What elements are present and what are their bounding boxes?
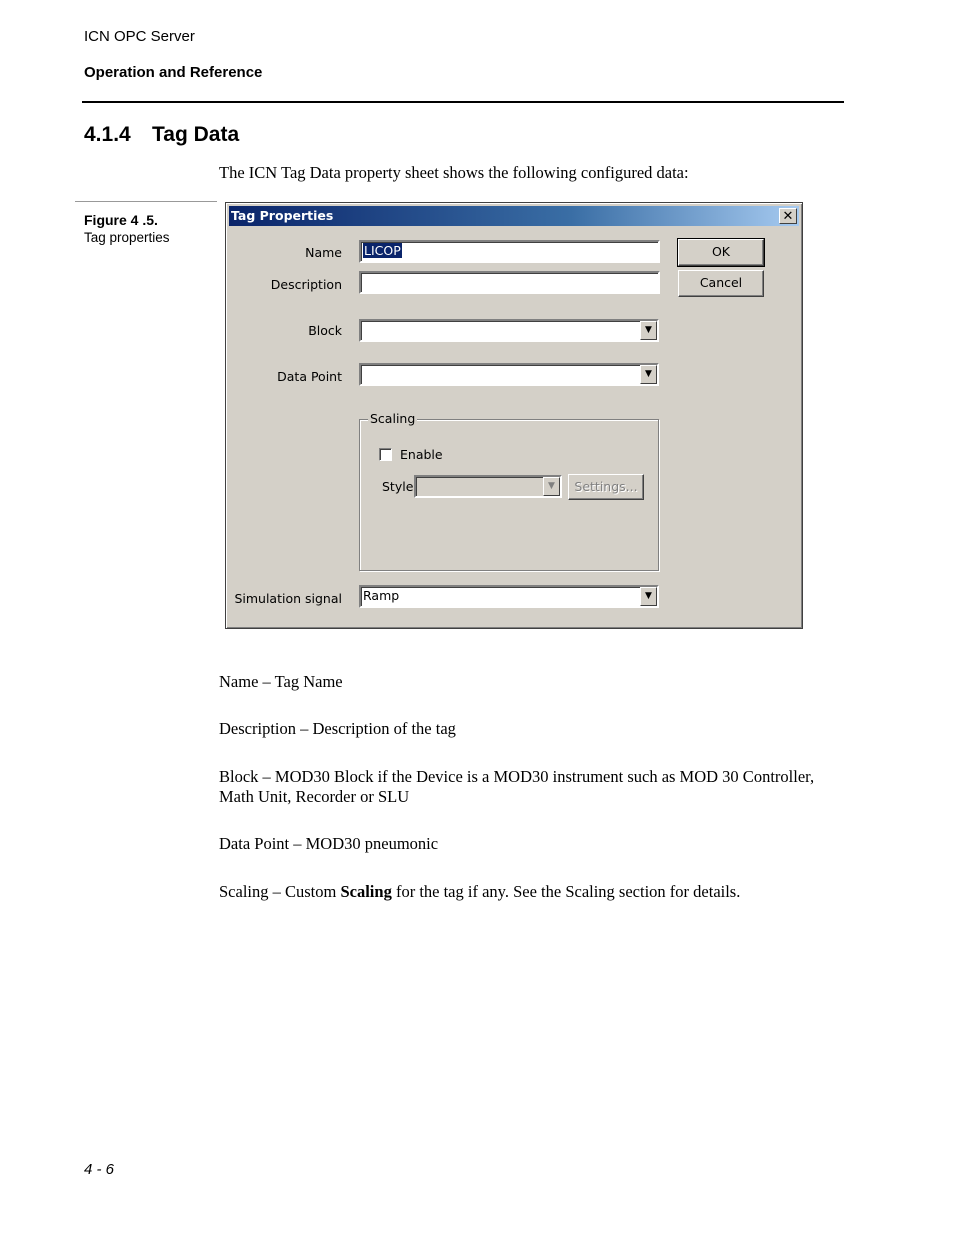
chevron-down-icon[interactable]: ▼: [640, 587, 657, 606]
simulation-signal-select[interactable]: [359, 585, 659, 608]
chapter-title: Operation and Reference: [84, 64, 263, 81]
data-point-select[interactable]: [359, 363, 659, 386]
data-point-description: Data Point – MOD30 pneumonic: [219, 834, 439, 853]
enable-checkbox[interactable]: [379, 448, 392, 461]
description-input[interactable]: [359, 271, 660, 294]
section-heading: [84, 123, 239, 147]
figure-caption: Tag properties: [84, 230, 170, 245]
header-rule: [82, 101, 844, 103]
chevron-down-icon[interactable]: ▼: [640, 321, 657, 340]
data-point-label: Data Point: [277, 369, 342, 384]
figure-label: Figure 4 .5.: [84, 212, 158, 228]
chevron-down-icon[interactable]: ▼: [640, 365, 657, 384]
scaling-description-bold: Scaling: [340, 882, 392, 901]
ok-button[interactable]: OK: [678, 239, 764, 266]
style-label: Style: [382, 479, 414, 494]
enable-label: Enable: [400, 447, 443, 462]
description-description: Description – Description of the tag: [219, 719, 456, 738]
block-select[interactable]: [359, 319, 659, 342]
block-description: Block – MOD30 Block if the Device is a MOD30 instrument such as MOD 30 Controller, Math Unit, Recorder or SLU: [219, 767, 815, 806]
settings-button[interactable]: Settings...: [568, 474, 644, 500]
scaling-groupbox: [359, 411, 659, 571]
dialog-titlebar[interactable]: [229, 206, 799, 226]
simulation-signal-value: Ramp: [363, 588, 400, 603]
scaling-description-prefix: Scaling – Custom: [219, 882, 341, 901]
section-number: 4.1.4: [84, 123, 131, 146]
intro-paragraph: The ICN Tag Data property sheet shows the following configured data:: [219, 163, 689, 182]
figure-rule: [75, 201, 217, 202]
description-label: Description: [270, 277, 342, 292]
close-icon[interactable]: ✕: [779, 208, 797, 224]
name-input[interactable]: [359, 240, 660, 263]
cancel-button[interactable]: Cancel: [678, 270, 764, 297]
document-title: ICN OPC Server: [84, 28, 195, 45]
style-select[interactable]: [414, 475, 562, 498]
section-title: Tag Data: [152, 123, 240, 146]
scaling-group-title: Scaling: [370, 411, 416, 426]
name-label: Name: [305, 245, 342, 260]
scaling-description: [219, 882, 849, 902]
tag-properties-dialog: [225, 202, 803, 629]
block-label: Block: [308, 323, 342, 338]
name-input-value: LICOP: [364, 243, 401, 258]
name-description: Name – Tag Name: [219, 672, 343, 691]
chevron-down-icon[interactable]: ▼: [543, 477, 560, 496]
dialog-title: Tag Properties: [231, 208, 334, 223]
scaling-description-suffix: for the tag if any. See the Scaling section for details.: [391, 882, 741, 901]
simulation-signal-label: Simulation signal: [234, 591, 342, 606]
page-number: 4 - 6: [84, 1161, 115, 1178]
